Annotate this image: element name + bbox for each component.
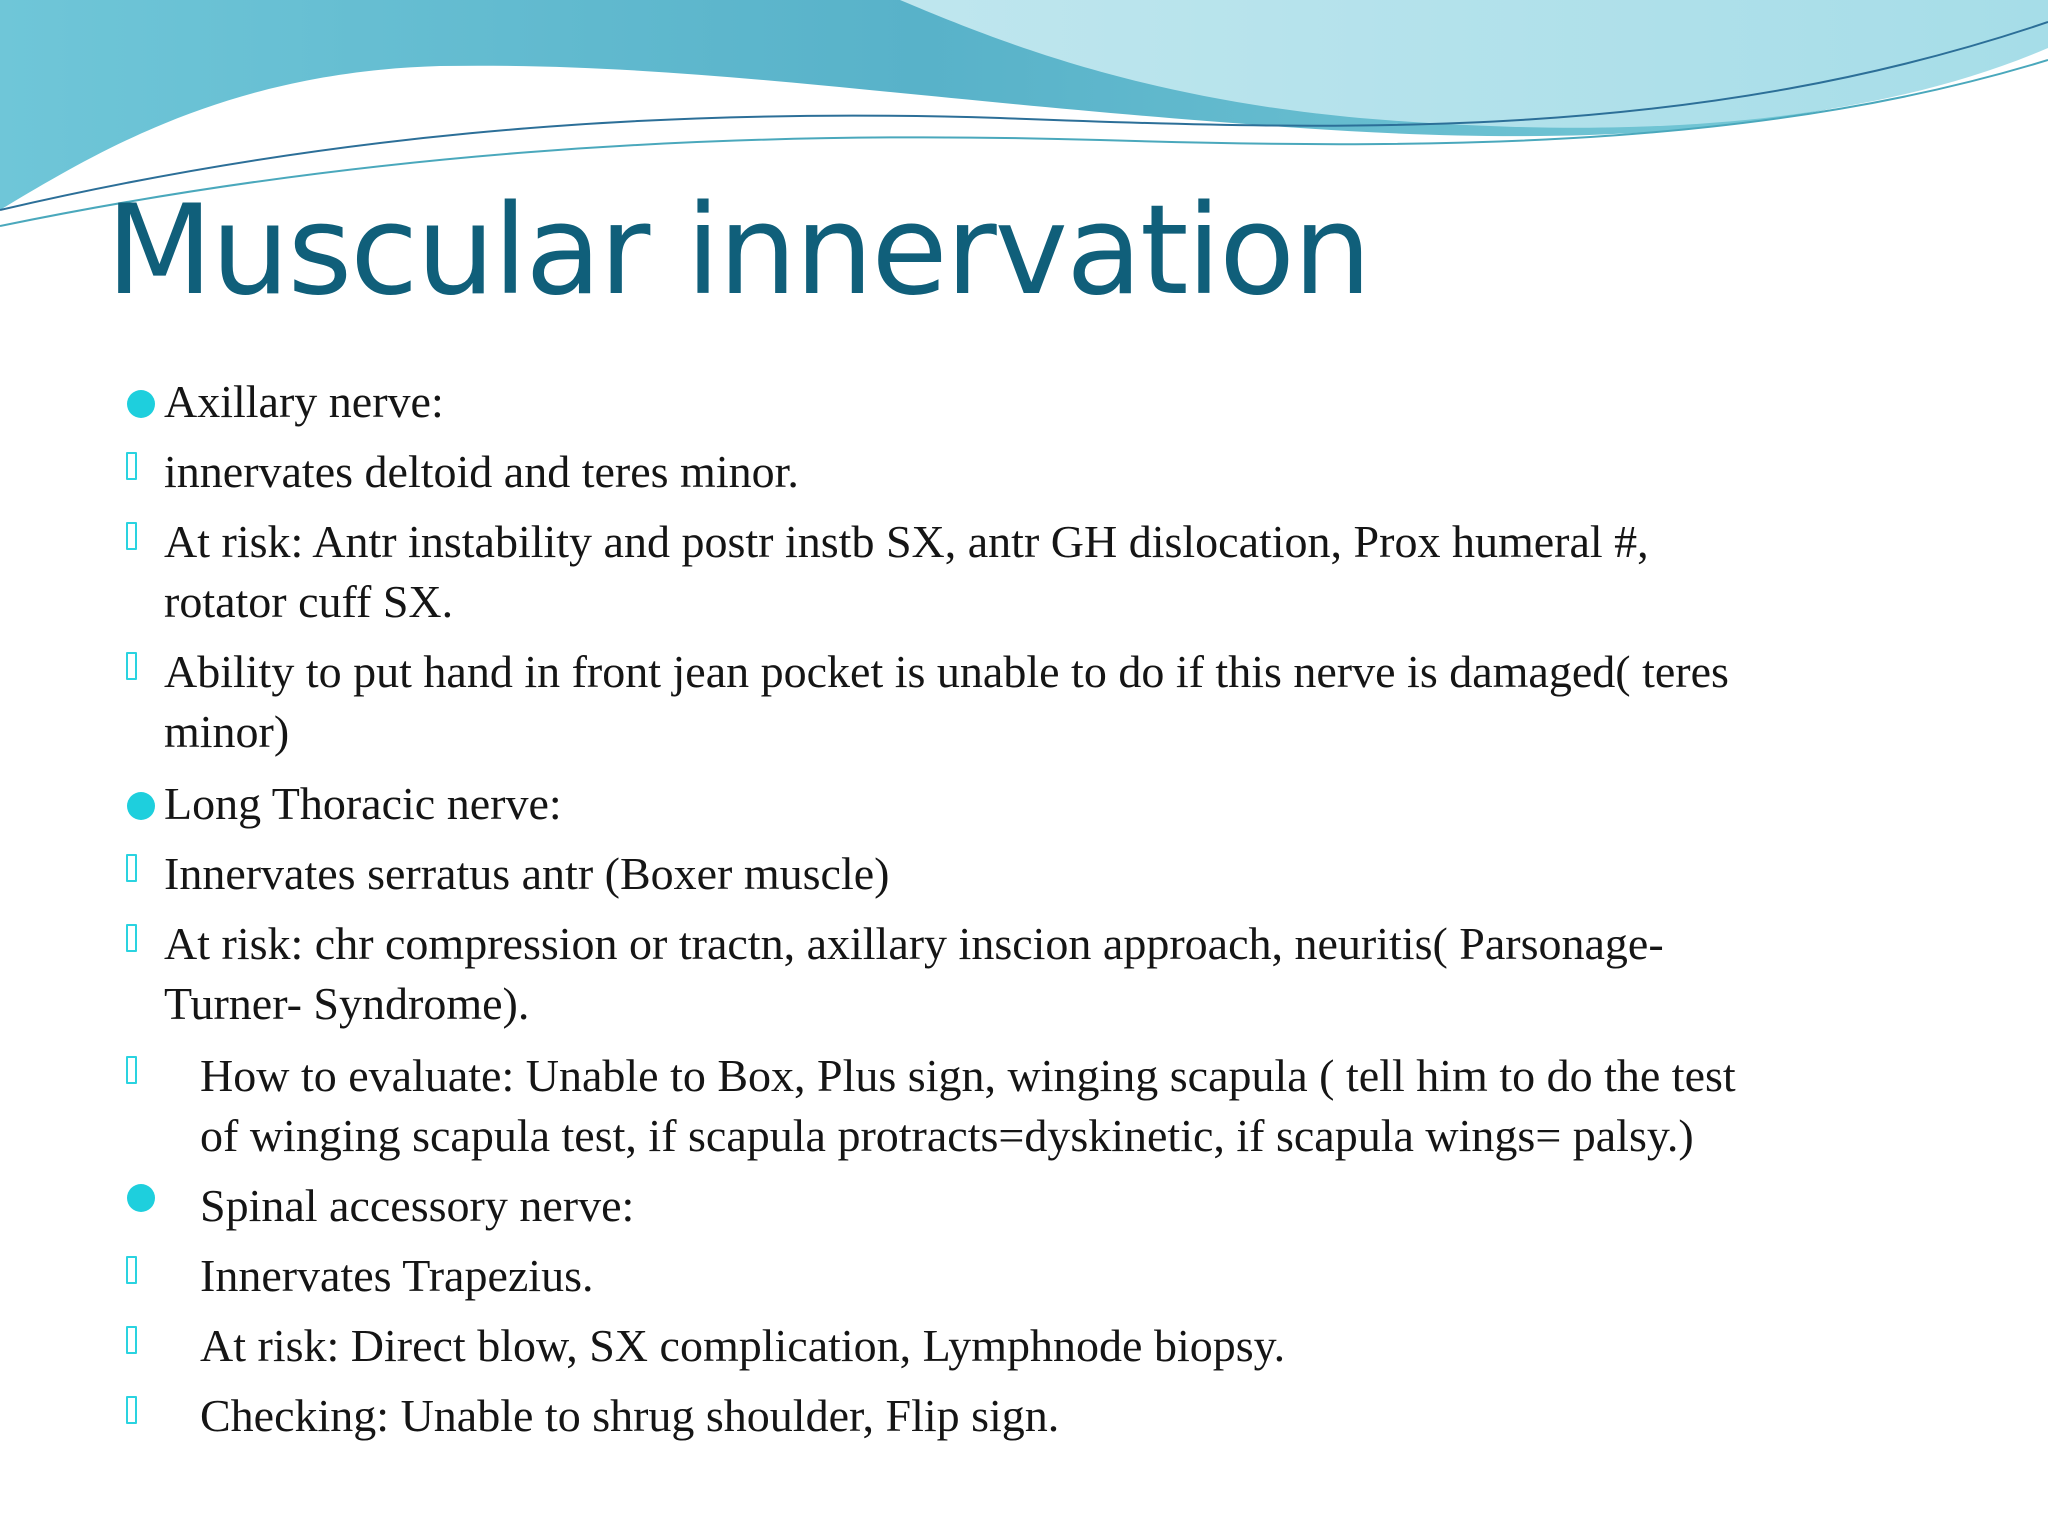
box-icon — [126, 1256, 137, 1284]
item-line: innervates deltoid and teres minor. — [164, 446, 799, 497]
item-line: At risk: chr compression or tractn, axillary inscion approach, neuritis( Parsonage- — [164, 918, 1664, 969]
item-line-continued: Turner- Syndrome). — [164, 978, 530, 1029]
item-line-continued: minor) — [164, 706, 290, 757]
box-icon — [126, 652, 137, 680]
box-icon — [126, 1396, 137, 1424]
item-line: At risk: Antr instability and postr instb SX, antr GH dislocation, Prox humeral #, — [164, 516, 1649, 567]
box-icon — [126, 522, 137, 550]
slide-title: Muscular innervation — [106, 179, 1370, 323]
item-line: Innervates serratus antr (Boxer muscle) — [164, 848, 890, 899]
item-line-continued: rotator cuff SX. — [164, 576, 454, 627]
box-icon — [126, 924, 137, 952]
dot-icon — [127, 390, 155, 418]
item-line: How to evaluate: Unable to Box, Plus sign, winging scapula ( tell him to do the test — [200, 1050, 1736, 1101]
dot-icon — [127, 1184, 155, 1212]
item-line: Innervates Trapezius. — [200, 1250, 594, 1301]
item-line: Axillary nerve: — [164, 376, 444, 427]
item-line: Spinal accessory nerve: — [200, 1180, 635, 1231]
box-icon — [126, 452, 137, 480]
item-line: At risk: Direct blow, SX complication, Lymphnode biopsy. — [200, 1320, 1286, 1371]
box-icon — [126, 1056, 137, 1084]
box-icon — [126, 1326, 137, 1354]
item-line-continued: of winging scapula test, if scapula protracts=dyskinetic, if scapula wings= palsy.) — [200, 1110, 1694, 1161]
item-line: Checking: Unable to shrug shoulder, Flip sign. — [200, 1390, 1060, 1441]
item-line: Ability to put hand in front jean pocket is unable to do if this nerve is damaged( teres — [164, 646, 1729, 697]
box-icon — [126, 854, 137, 882]
dot-icon — [127, 792, 155, 820]
item-line: Long Thoracic nerve: — [164, 778, 562, 829]
